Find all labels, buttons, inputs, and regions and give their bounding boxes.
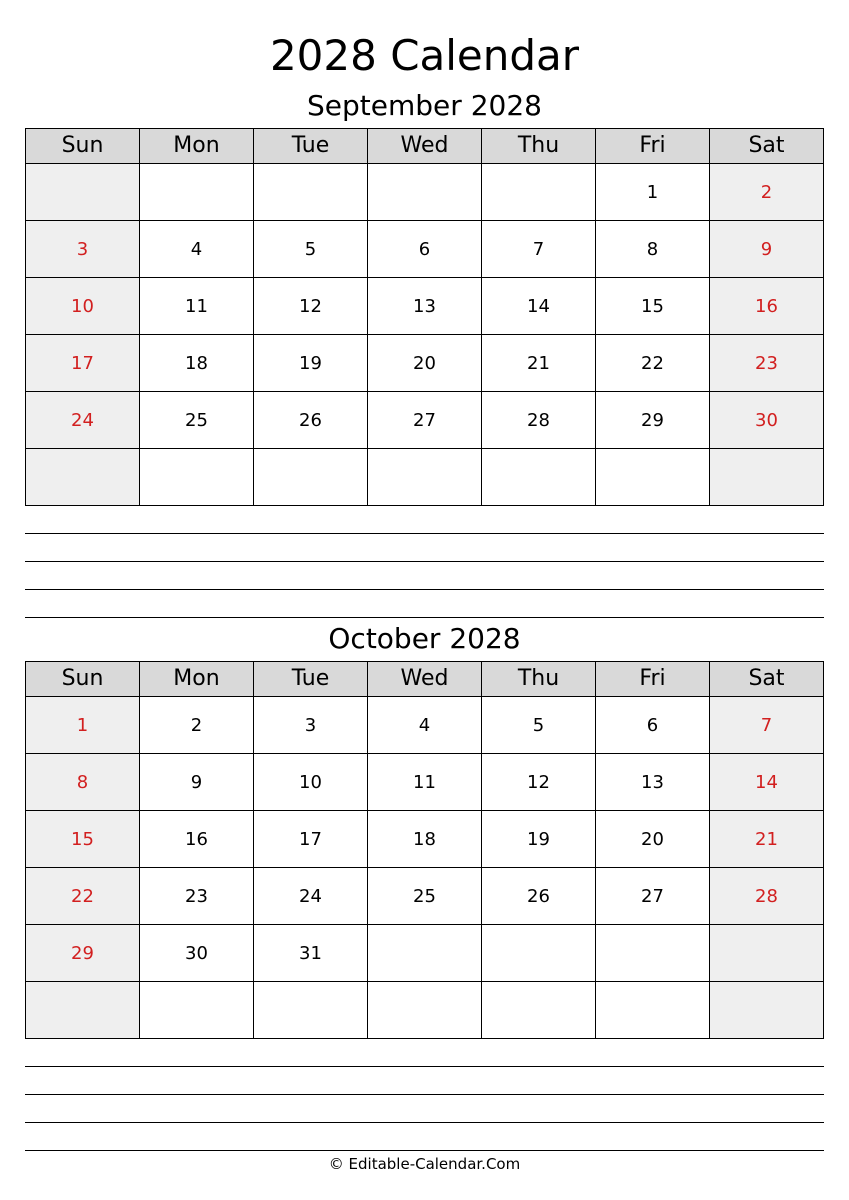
day-cell: 2	[710, 164, 824, 221]
day-cell: 1	[596, 164, 710, 221]
note-line	[25, 1066, 824, 1067]
weekday-mon: Mon	[140, 662, 254, 697]
month-title-september: September 2028	[307, 89, 542, 122]
day-cell: 23	[140, 868, 254, 925]
week-row	[26, 697, 824, 754]
day-cell: 24	[26, 392, 140, 449]
day-cell: 26	[482, 868, 596, 925]
week-row	[26, 221, 824, 278]
day-cell	[596, 449, 710, 506]
day-cell: 10	[254, 754, 368, 811]
day-cell	[368, 449, 482, 506]
day-cell: 11	[368, 754, 482, 811]
note-line	[25, 589, 824, 590]
weekday-fri: Fri	[596, 662, 710, 697]
day-cell	[26, 164, 140, 221]
day-cell: 4	[140, 221, 254, 278]
day-cell: 13	[596, 754, 710, 811]
day-cell: 25	[140, 392, 254, 449]
note-line	[25, 1122, 824, 1123]
day-cell	[710, 449, 824, 506]
weekday-tue: Tue	[254, 129, 368, 164]
day-cell: 22	[26, 868, 140, 925]
day-cell: 19	[254, 335, 368, 392]
month-title-october: October 2028	[328, 622, 521, 655]
day-cell	[26, 982, 140, 1039]
day-cell	[254, 449, 368, 506]
day-cell: 27	[368, 392, 482, 449]
day-cell: 12	[482, 754, 596, 811]
weekday-sun: Sun	[26, 129, 140, 164]
week-row	[26, 335, 824, 392]
day-cell: 13	[368, 278, 482, 335]
day-cell: 14	[482, 278, 596, 335]
day-cell: 16	[140, 811, 254, 868]
weekday-tue: Tue	[254, 662, 368, 697]
day-cell	[140, 449, 254, 506]
day-cell: 5	[482, 697, 596, 754]
calendar-grid-october	[25, 661, 824, 1039]
weekday-thu: Thu	[482, 129, 596, 164]
day-cell	[368, 925, 482, 982]
day-cell: 8	[596, 221, 710, 278]
day-cell	[368, 982, 482, 1039]
day-cell: 19	[482, 811, 596, 868]
day-cell: 30	[140, 925, 254, 982]
day-cell: 17	[26, 335, 140, 392]
day-cell: 2	[140, 697, 254, 754]
day-cell: 20	[368, 335, 482, 392]
day-cell	[710, 925, 824, 982]
day-cell: 15	[596, 278, 710, 335]
day-cell	[596, 982, 710, 1039]
note-line	[25, 617, 824, 618]
weekday-thu: Thu	[482, 662, 596, 697]
day-cell: 9	[710, 221, 824, 278]
weekday-fri: Fri	[596, 129, 710, 164]
weekday-header-row	[26, 129, 824, 164]
day-cell: 29	[26, 925, 140, 982]
weekday-sat: Sat	[710, 662, 824, 697]
day-cell: 3	[26, 221, 140, 278]
day-cell: 8	[26, 754, 140, 811]
day-cell: 26	[254, 392, 368, 449]
day-cell: 14	[710, 754, 824, 811]
day-cell	[140, 982, 254, 1039]
day-cell: 22	[596, 335, 710, 392]
note-line	[25, 1094, 824, 1095]
note-line	[25, 561, 824, 562]
day-cell	[254, 982, 368, 1039]
day-cell: 18	[140, 335, 254, 392]
day-cell: 29	[596, 392, 710, 449]
day-cell: 30	[710, 392, 824, 449]
week-row	[26, 278, 824, 335]
day-cell: 7	[482, 221, 596, 278]
day-cell: 3	[254, 697, 368, 754]
day-cell	[482, 925, 596, 982]
day-cell: 25	[368, 868, 482, 925]
day-cell: 21	[710, 811, 824, 868]
footer-credit: © Editable-Calendar.Com	[328, 1155, 521, 1173]
week-row	[26, 449, 824, 506]
day-cell: 28	[482, 392, 596, 449]
weekday-wed: Wed	[368, 662, 482, 697]
day-cell	[482, 449, 596, 506]
day-cell: 1	[26, 697, 140, 754]
day-cell: 21	[482, 335, 596, 392]
day-cell: 6	[596, 697, 710, 754]
day-cell: 31	[254, 925, 368, 982]
day-cell: 5	[254, 221, 368, 278]
day-cell: 9	[140, 754, 254, 811]
day-cell: 20	[596, 811, 710, 868]
day-cell: 23	[710, 335, 824, 392]
day-cell: 16	[710, 278, 824, 335]
day-cell: 6	[368, 221, 482, 278]
day-cell	[368, 164, 482, 221]
day-cell	[254, 164, 368, 221]
weekday-header-row	[26, 662, 824, 697]
week-row	[26, 868, 824, 925]
day-cell	[140, 164, 254, 221]
note-line	[25, 1150, 824, 1151]
week-row	[26, 982, 824, 1039]
day-cell	[26, 449, 140, 506]
weekday-sat: Sat	[710, 129, 824, 164]
day-cell	[482, 164, 596, 221]
weekday-mon: Mon	[140, 129, 254, 164]
note-line	[25, 533, 824, 534]
day-cell: 15	[26, 811, 140, 868]
day-cell: 27	[596, 868, 710, 925]
day-cell: 12	[254, 278, 368, 335]
week-row	[26, 392, 824, 449]
day-cell: 18	[368, 811, 482, 868]
day-cell	[596, 925, 710, 982]
weekday-sun: Sun	[26, 662, 140, 697]
weekday-wed: Wed	[368, 129, 482, 164]
calendar-grid-september	[25, 128, 824, 506]
week-row	[26, 754, 824, 811]
day-cell: 10	[26, 278, 140, 335]
day-cell: 17	[254, 811, 368, 868]
day-cell	[482, 982, 596, 1039]
day-cell: 7	[710, 697, 824, 754]
week-row	[26, 164, 824, 221]
week-row	[26, 925, 824, 982]
week-row	[26, 811, 824, 868]
day-cell: 24	[254, 868, 368, 925]
day-cell	[710, 982, 824, 1039]
day-cell: 4	[368, 697, 482, 754]
day-cell: 28	[710, 868, 824, 925]
day-cell: 11	[140, 278, 254, 335]
page-title: 2028 Calendar	[269, 31, 580, 80]
